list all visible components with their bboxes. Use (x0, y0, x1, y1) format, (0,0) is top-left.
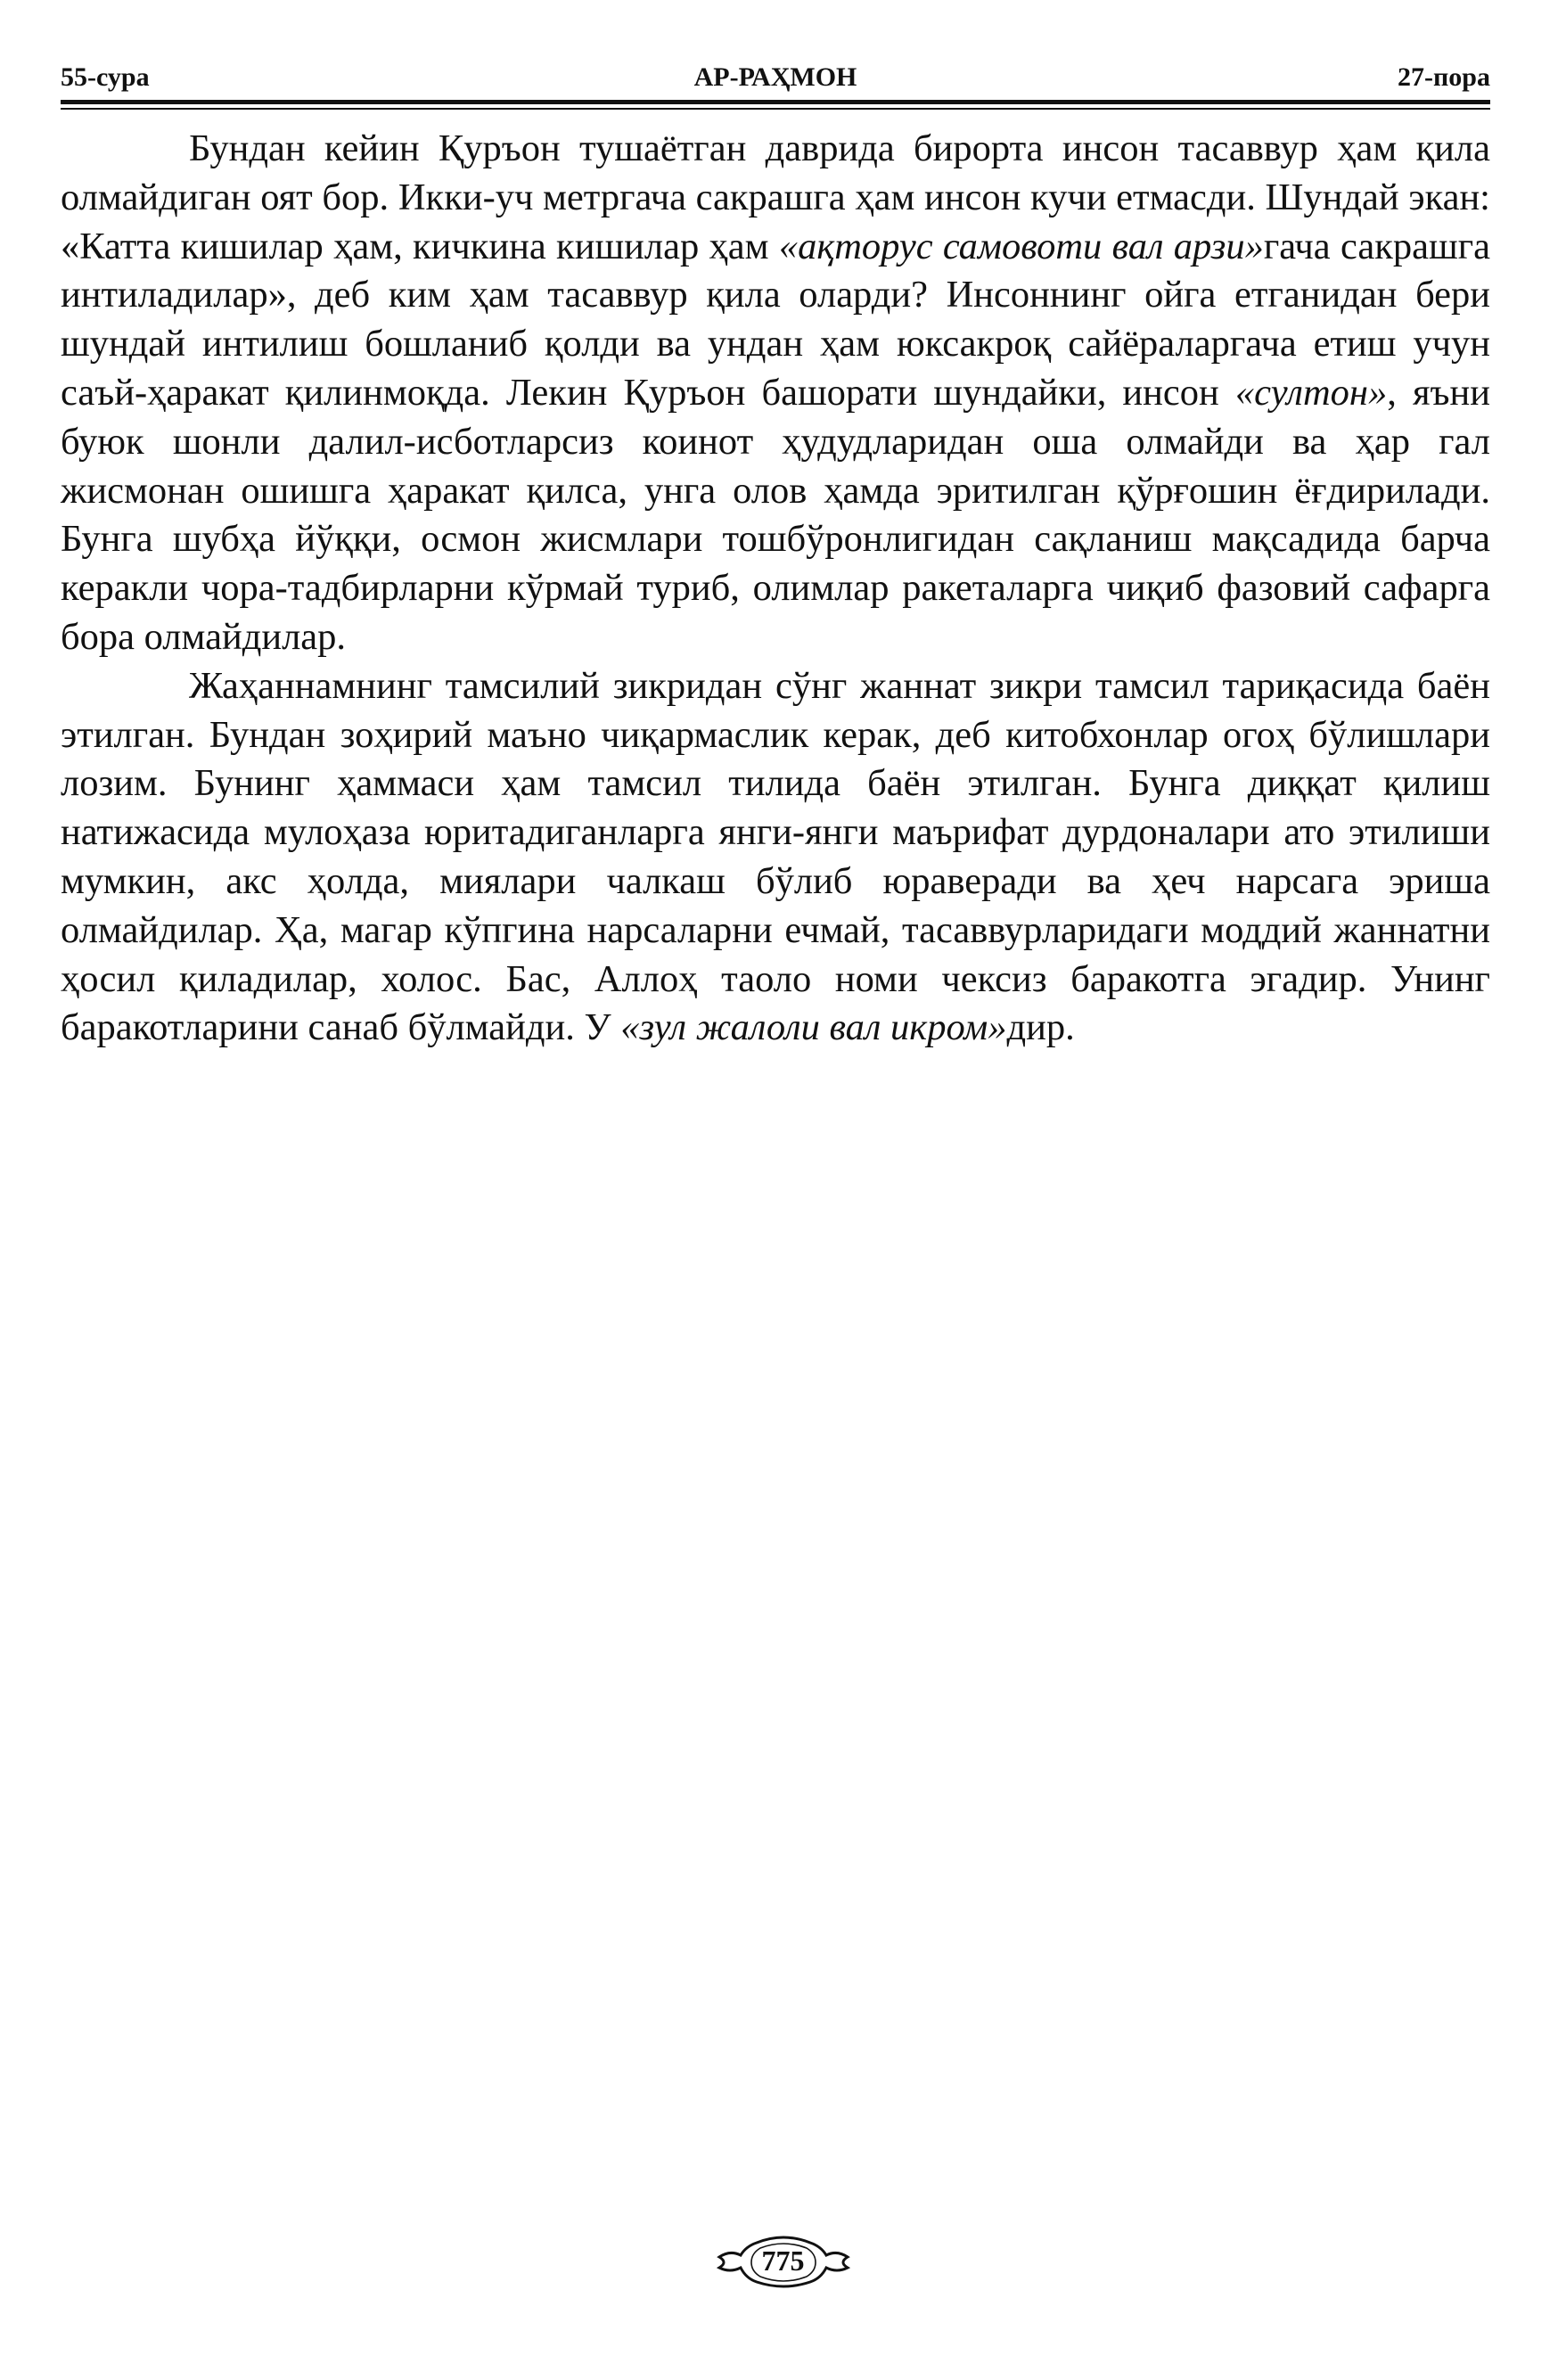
paragraph-2-quote-zul-jaloli: «зул жалоли вал икром» (620, 1006, 1007, 1049)
header-juz-number: 27-пора (1398, 62, 1490, 92)
paragraph-1-run-2: гача сакрашга интиладилар», деб ким ҳам тасаввур қила оларди? Инсоннинг ойга етганидан бери шундай интилиш бошланиб қолди ва ундан ҳам юксакроқ сайёраларгача етиш учун саъй-ҳаракат қилинмоқда. Лекин Қуръон башорати шундайки, инсон (61, 225, 1490, 414)
header-rule-thin (61, 108, 1490, 110)
paragraph-1-run-1: Бундан кейин Қуръон тушаётган даврида бирорта инсон тасаввур ҳам қила олмайдиган оят бор. Икки-уч метргача сакрашга ҳам инсон кучи етмасди. Шундай экан: «Катта кишилар ҳам, кичкина кишилар ҳам (61, 127, 1490, 267)
page-number: 775 (761, 2245, 805, 2277)
commentary-text (61, 125, 1490, 1053)
page-number-ornament (712, 2230, 855, 2293)
header-surah-number: 55-сура (61, 62, 150, 92)
paragraph-1 (61, 125, 1490, 662)
paragraph-2-run-1: Жаҳаннамнинг тамсилий зикридан сўнг жаннат зикри тамсил тариқасида баён этилган. Бундан зоҳирий маъно чиқармаслик керак, деб китобхонлар огоҳ бўлишлари лозим. Бунинг ҳаммаси ҳам тамсил тилида баён этилган. Бунга диққат қилиш натижасида мулоҳаза юритадиганларга янги-янги маърифат дурдоналари ато этилиши мумкин, акс ҳолда, миялари чалкаш бўлиб юраверади ва ҳеч нарсага эриша олмайдилар. Ҳа, магар кўпгина нарсаларни ечмай, тасаввурларидаги моддий жаннатни ҳосил қиладилар, холос. Бас, Аллоҳ таоло номи чексиз баракотга эгадир. Унинг баракотларини санаб бўлмайди. У (61, 664, 1490, 1049)
paragraph-2 (61, 662, 1490, 1053)
header-rule-thick (61, 100, 1490, 104)
page-number-block (0, 2230, 1566, 2297)
running-header (61, 55, 1490, 100)
paragraph-2-run-2: дир. (1006, 1006, 1075, 1049)
paragraph-1-quote-aqtorus: «ақторус самовоти вал арзи» (778, 225, 1264, 267)
header-surah-title: АР-РАҲМОН (693, 62, 857, 92)
paragraph-1-run-3: , яъни буюк шонли далил-исботларсиз коинот ҳудудларидан оша олмайди ва ҳар гал жисмонан ошишга ҳаракат қилса, унга олов ҳамда эритилган қўрғошин ёғдирилади. Бунга шубҳа йўққи, осмон жисмлари тошбўронлигидан сақланиш мақсадида барча керакли чора-тадбирларни кўрмай туриб, олимлар ракеталарга чиқиб фазовий сафарга бора олмайдилар. (61, 371, 1490, 658)
paragraph-1-quote-sulton: «султон» (1234, 371, 1388, 414)
